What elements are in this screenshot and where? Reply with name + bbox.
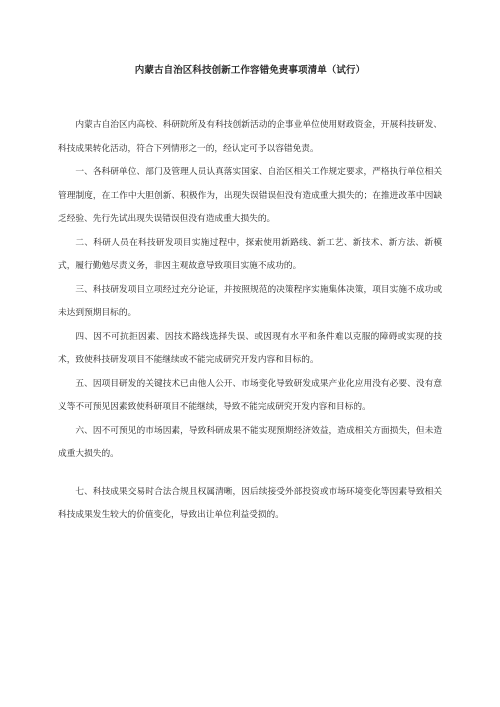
document-title: 内蒙古自治区科技创新工作容错免责事项清单（试行） (134, 65, 366, 76)
intro-paragraph: 内蒙古自治区内高校、科研院所及有科技创新活动的企事业单位使用财政资金，开展科技研发、科技成果转化活动，符合下列情形之一的，经认定可予以容错免责。 (58, 120, 442, 154)
clause-5-paragraph: 五、因项目研发的关键技术已由他人公开、市场变化导致研发成果产业化应用没有必要、没有意义等不可预见因素致使科研项目不能继续，导致不能完成研究开发内容和目标的。 (58, 378, 442, 412)
clause-2-paragraph: 二、科研人员在科技研发项目实施过程中，探索使用新路线、新工艺、新技术、新方法、新模式，履行勤勉尽责义务，非因主观故意导致项目实施不成功的。 (58, 237, 442, 271)
clause-4-paragraph: 四、因不可抗拒因素、因技术路线选择失误、或因现有水平和条件难以克服的障碍或实现的技术，致使科技研发项目不能继续或不能完成研究开发内容和目标的。 (58, 331, 442, 365)
clause-6-paragraph: 六、因不可预见的市场因素，导致科研成果不能实现预期经济效益，造成相关方面损失，但未造成重大损失的。 (58, 425, 442, 459)
clause-3-paragraph: 三、科技研发项目立项经过充分论证，并按照规范的决策程序实施集体决策，项目实施不成功或未达到预期目标的。 (58, 284, 442, 318)
clause-1-paragraph: 一、各科研单位、部门及管理人员认真落实国家、自治区相关工作规定要求，严格执行单位相关管理制度，在工作中大胆创新、积极作为，出现失误错误但没有造成重大损失的；在推进改革中因缺乏经验、先行先试出现失误错误但没有造成重大损失的。 (58, 167, 442, 224)
clause-7-paragraph: 七、科技成果交易时合法合规且权属清晰，因后续接受外部投资或市场环境变化等因素导致相关科技成果发生较大的价值变化，导致出让单位利益受损的。 (58, 486, 442, 520)
document-body (58, 114, 442, 528)
